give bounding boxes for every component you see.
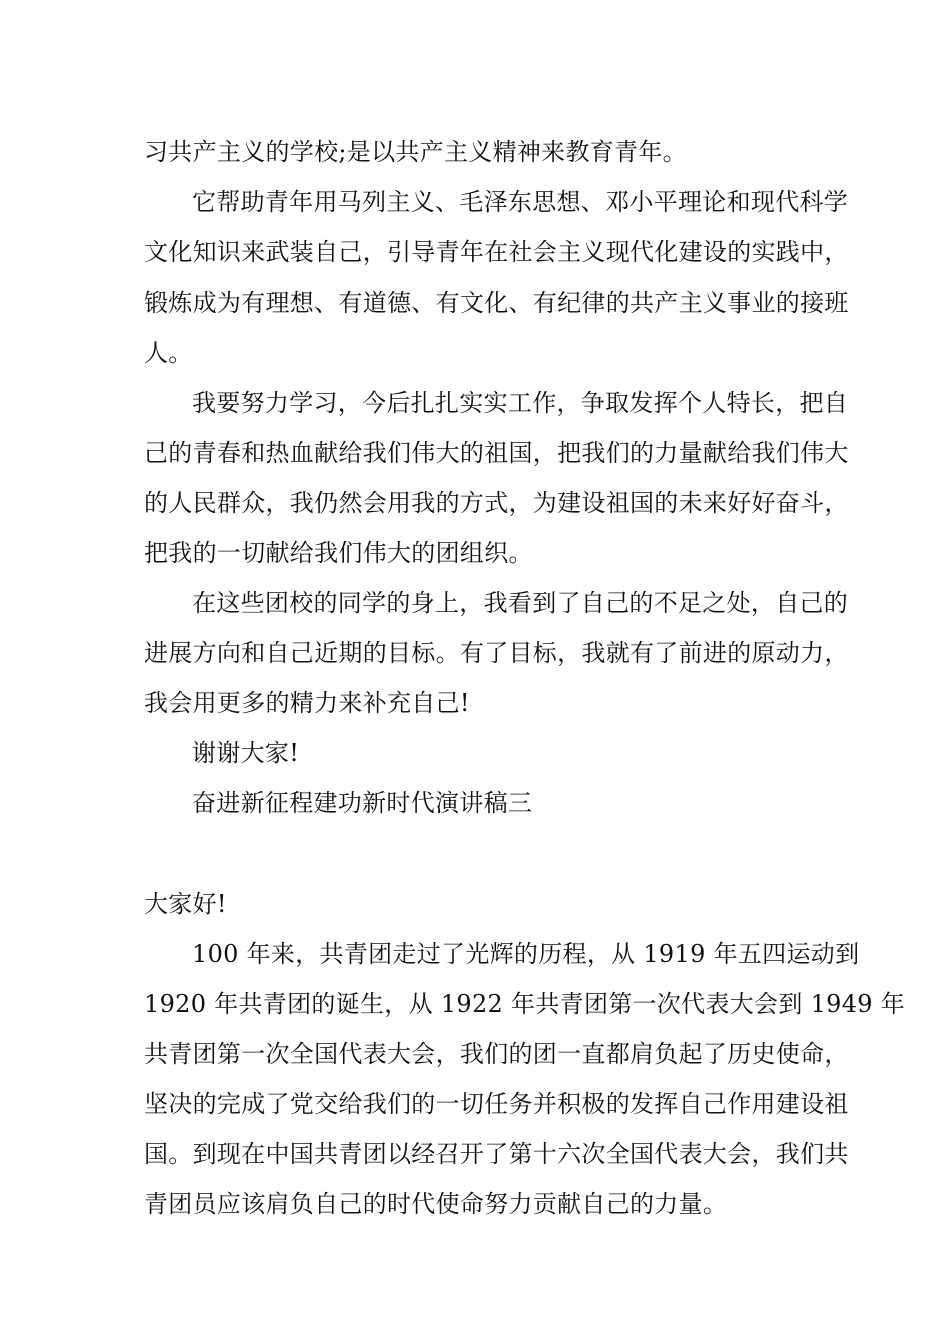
text-line: 国。到现在中国共青团以经召开了第十六次全国代表大会，我们共: [144, 1140, 849, 1168]
greeting-line: 大家好!: [144, 890, 227, 918]
text-line: 青团员应该肩负自己的时代使命努力贡献自己的力量。: [144, 1190, 728, 1218]
text-line: 我会用更多的精力来补充自己!: [144, 689, 470, 717]
paragraph-start-line: 它帮助青年用马列主义、毛泽东思想、邓小平理论和现代科学: [192, 188, 849, 216]
text-line: 共青团第一次全国代表大会，我们的团一直都肩负起了历史使命，: [144, 1040, 849, 1068]
text-line: 的人民群众，我仍然会用我的方式，为建设祖国的未来好好奋斗，: [144, 489, 849, 517]
text-line: 进展方向和自己近期的目标。有了目标，我就有了前进的原动力，: [144, 639, 849, 667]
text-line: 锻炼成为有理想、有道德、有文化、有纪律的共产主义事业的接班: [144, 289, 849, 317]
paragraph-start-line: 我要努力学习，今后扎扎实实工作，争取发挥个人特长，把自: [192, 389, 849, 417]
text-line: 人。: [144, 339, 193, 367]
text-line: 文化知识来武装自己，引导青年在社会主义现代化建设的实践中，: [144, 238, 849, 266]
text-line: 1920 年共青团的诞生，从 1922 年共青团第一次代表大会到 1949 年: [144, 990, 906, 1018]
text-line: 坚决的完成了党交给我们的一切任务并积极的发挥自己作用建设祖: [144, 1090, 849, 1118]
text-line: 习共产主义的学校;是以共产主义精神来教育青年。: [144, 138, 687, 166]
text-line: 己的青春和热血献给我们伟大的祖国，把我们的力量献给我们伟大: [144, 439, 849, 467]
section-title: 奋进新征程建功新时代演讲稿三: [192, 789, 533, 817]
text-line: 把我的一切献给我们伟大的团组织。: [144, 539, 533, 567]
paragraph-start-line: 在这些团校的同学的身上，我看到了自己的不足之处，自己的: [192, 589, 849, 617]
closing-line: 谢谢大家!: [192, 739, 300, 767]
paragraph-start-line: 100 年来，共青团走过了光辉的历程，从 1919 年五四运动到: [192, 940, 860, 968]
